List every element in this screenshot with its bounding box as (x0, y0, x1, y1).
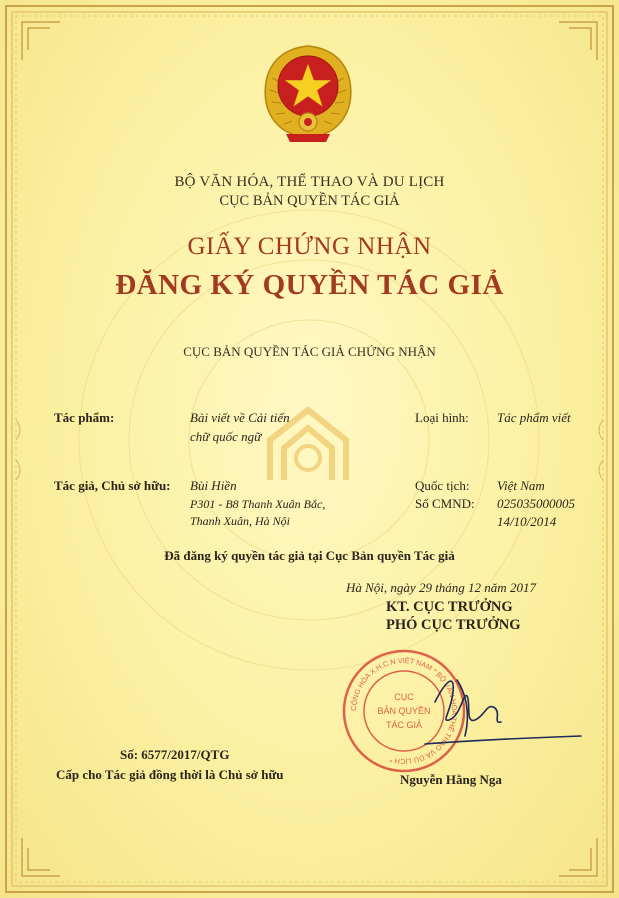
author-label: Tác giả, Chủ sở hữu: (54, 478, 171, 493)
stamp-line-3: TÁC GIẢ (385, 720, 423, 730)
id-number-label: Số CMND: (415, 496, 475, 511)
certificate-subtitle: ĐĂNG KÝ QUYỀN TÁC GIẢ (115, 269, 504, 301)
work-type-label: Loại hình: (415, 410, 469, 425)
issued-to-statement: Cấp cho Tác giả đồng thời là Chủ sở hữu (56, 767, 284, 782)
author-name: Bùi Hiền (190, 478, 237, 493)
work-label: Tác phẩm: (54, 410, 115, 425)
registered-statement: Đã đăng ký quyền tác giả tại Cục Bản quyền Tác giả (164, 548, 455, 563)
handwritten-signature-icon (405, 662, 585, 752)
id-issue-date: 14/10/2014 (497, 514, 557, 529)
nationality-label: Quốc tịch: (415, 478, 470, 493)
signer-name: Nguyễn Hằng Nga (400, 772, 502, 787)
signer-title-1: KT. CỤC TRƯỞNG (386, 599, 513, 615)
author-address-line2: Thanh Xuân, Hà Nội (190, 514, 291, 528)
certificate-number: Số: 6577/2017/QTG (120, 747, 230, 762)
ministry-name: BỘ VĂN HÓA, THỂ THAO VÀ DU LỊCH (174, 174, 445, 190)
signing-date: Hà Nội, ngày 29 tháng 12 năm 2017 (346, 580, 536, 595)
stamp-ring-text: CỘNG HÒA X.H.C.N VIỆT NAM * BỘ VĂN HÓA THỂ THAO VÀ DU LỊCH * (348, 655, 460, 767)
work-title-line1: Bài viết về Cải tiến (190, 410, 290, 425)
signer-title-2: PHÓ CỤC TRƯỞNG (386, 617, 521, 633)
national-emblem-icon (258, 38, 358, 146)
department-name: CỤC BẢN QUYỀN TÁC GIẢ (219, 193, 400, 209)
certificate-title: GIẤY CHỨNG NHẬN (187, 233, 432, 260)
work-title-line2: chữ quốc ngữ (190, 429, 262, 444)
id-number-value: 025035000005 (497, 496, 575, 511)
author-address-line1: P301 - B8 Thanh Xuân Bắc, (190, 497, 326, 511)
certifies-statement: CỤC BẢN QUYỀN TÁC GIẢ CHỨNG NHẬN (183, 344, 436, 359)
stamp-line-2: BẢN QUYỀN (377, 706, 431, 716)
work-type-value: Tác phẩm viết (497, 410, 571, 425)
stamp-line-1: CỤC (394, 692, 414, 702)
nationality-value: Việt Nam (497, 478, 545, 493)
